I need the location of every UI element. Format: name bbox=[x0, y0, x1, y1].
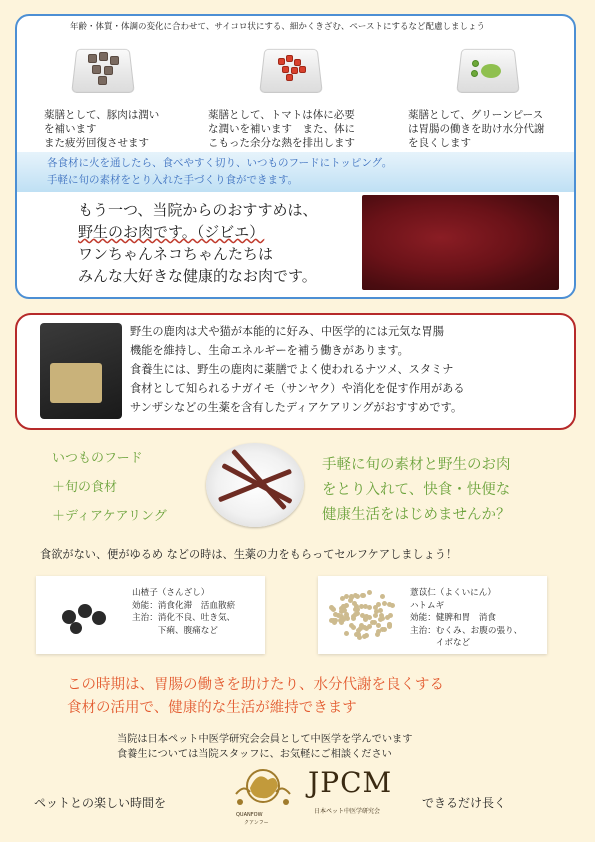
coix-seed bbox=[358, 626, 363, 631]
formula-list: いつものフード ＋旬の食材 ＋ディアケアリング bbox=[52, 451, 167, 524]
coix-seed bbox=[355, 594, 360, 599]
coix-seed bbox=[348, 598, 353, 603]
tomato-dish-image bbox=[262, 40, 320, 94]
coix-seed bbox=[360, 593, 365, 598]
coix-seed bbox=[363, 604, 368, 609]
coix-seed bbox=[376, 602, 381, 607]
coix-seed bbox=[351, 616, 356, 621]
pork-dish-image bbox=[74, 40, 132, 94]
green-pea-dish-image bbox=[459, 40, 517, 94]
coix-seed-photo bbox=[324, 582, 402, 646]
invitation-text: 手軽に旬の素材と野生のお肉 をとり入れて、快食・快便な 健康生活をはじめませんか？ bbox=[322, 457, 511, 523]
coix-seed bbox=[385, 615, 390, 620]
hawthorn-card bbox=[36, 576, 265, 654]
green-pea-description: 薬膳として、グリーンピース は胃腸の働きを助け水分代謝 を良くします bbox=[408, 109, 545, 149]
brand-name: QUANFOW bbox=[236, 812, 263, 818]
coix-seed bbox=[341, 604, 346, 609]
band-line-2: 手軽に旬の素材をとり入れた手づくり食ができます。 bbox=[47, 174, 299, 186]
coix-seed bbox=[357, 635, 362, 640]
venison-description: 野生の鹿肉は犬や猫が本能的に好み、中医学的には元気な胃腸 機能を維持し、生命エネルギーを補う働きがあります。 食養生には、野生の鹿肉に薬膳でよく使われるナツメ、スタミナ 食材として知られるナガイモ（サンヤク）や消化を促す作用がある サンザシなどの生薬を含有したディアケアリングがおすすめです。 bbox=[130, 325, 465, 414]
tomato-description: 薬膳として、トマトは体に必要 な潤いを補います また、体に こもった余分な熱を排出します bbox=[208, 109, 355, 149]
coix-seed bbox=[367, 624, 372, 629]
coix-seed bbox=[378, 617, 383, 622]
coix-seed bbox=[367, 615, 372, 620]
coix-seed-card bbox=[318, 576, 547, 654]
coix-seed-text: 薏苡仁（よくいにん） ハトムギ 効能：健脾和胃 消食 主治：むくみ、お腹の張り、 イボなど bbox=[410, 588, 523, 648]
jpcm-subtitle: 日本ペット中医学研究会 bbox=[314, 808, 381, 815]
hawthorn-text: 山楂子（さんざし） 効能：消食化滞 活血散瘀 主治：消化不良、吐き気、 下痢、腹痛など bbox=[132, 588, 236, 636]
coix-seed bbox=[382, 627, 387, 632]
band-line-1: 各食材に火を通したら、食べやすく切り、いつものフードにトッピング。 bbox=[47, 157, 393, 169]
gibier-recommendation: もう一つ、当院からのおすすめは、 野生のお肉です。（ジビエ） ワンちゃんネコちゃんたちは みんな大好きな健康的なお肉です。 bbox=[78, 201, 318, 285]
pork-description: 薬膳として、豚肉は潤い を補います また疲労回復させます bbox=[44, 109, 160, 149]
preparation-note: 年齢・体質・体調の変化に合わせて、サイコロ状にする、細かくきざむ、ペーストにするなど配慮しましょう bbox=[70, 22, 485, 32]
footer-slogan-right: できるだけ長く bbox=[422, 796, 507, 810]
hawthorn-photo bbox=[42, 582, 120, 646]
coix-seed bbox=[344, 631, 349, 636]
brand-kana: クアンフー bbox=[244, 820, 269, 826]
health-statement: この時期は、胃腸の働きを助けたり、水分代謝を良くする 食材の活用で、健康的な生活が維持できます bbox=[67, 677, 444, 716]
jpcm-logo-text: JPCM bbox=[308, 766, 393, 799]
coix-seed bbox=[340, 596, 345, 601]
topping-band bbox=[17, 152, 574, 192]
herb-heading: 食欲がない、便がゆるめ などの時は、生薬の力をもらってセルフケアしましょう！ bbox=[40, 548, 458, 561]
clinic-note: 当院は日本ペット中医学研究会会員として中医学を学んでいます 食養生については当院スタッフに、お気軽にご相談ください bbox=[117, 734, 413, 760]
wild-meat-highlight: 野生のお肉です。（ジビエ） bbox=[78, 223, 265, 241]
footer-slogan-left: ペットとの楽しい時間を bbox=[34, 796, 167, 810]
venison-photo bbox=[362, 195, 559, 290]
jpcm-logo bbox=[228, 764, 408, 830]
coix-seed bbox=[367, 590, 372, 595]
deer-caring-package-image bbox=[40, 323, 122, 419]
coix-seed bbox=[364, 633, 369, 638]
coix-seed bbox=[341, 617, 346, 622]
coix-seed bbox=[373, 613, 378, 618]
coix-seed bbox=[380, 594, 385, 599]
jerky-plate-image bbox=[206, 443, 304, 527]
coix-seed bbox=[333, 618, 338, 623]
quanfow-emblem-icon bbox=[228, 764, 298, 814]
